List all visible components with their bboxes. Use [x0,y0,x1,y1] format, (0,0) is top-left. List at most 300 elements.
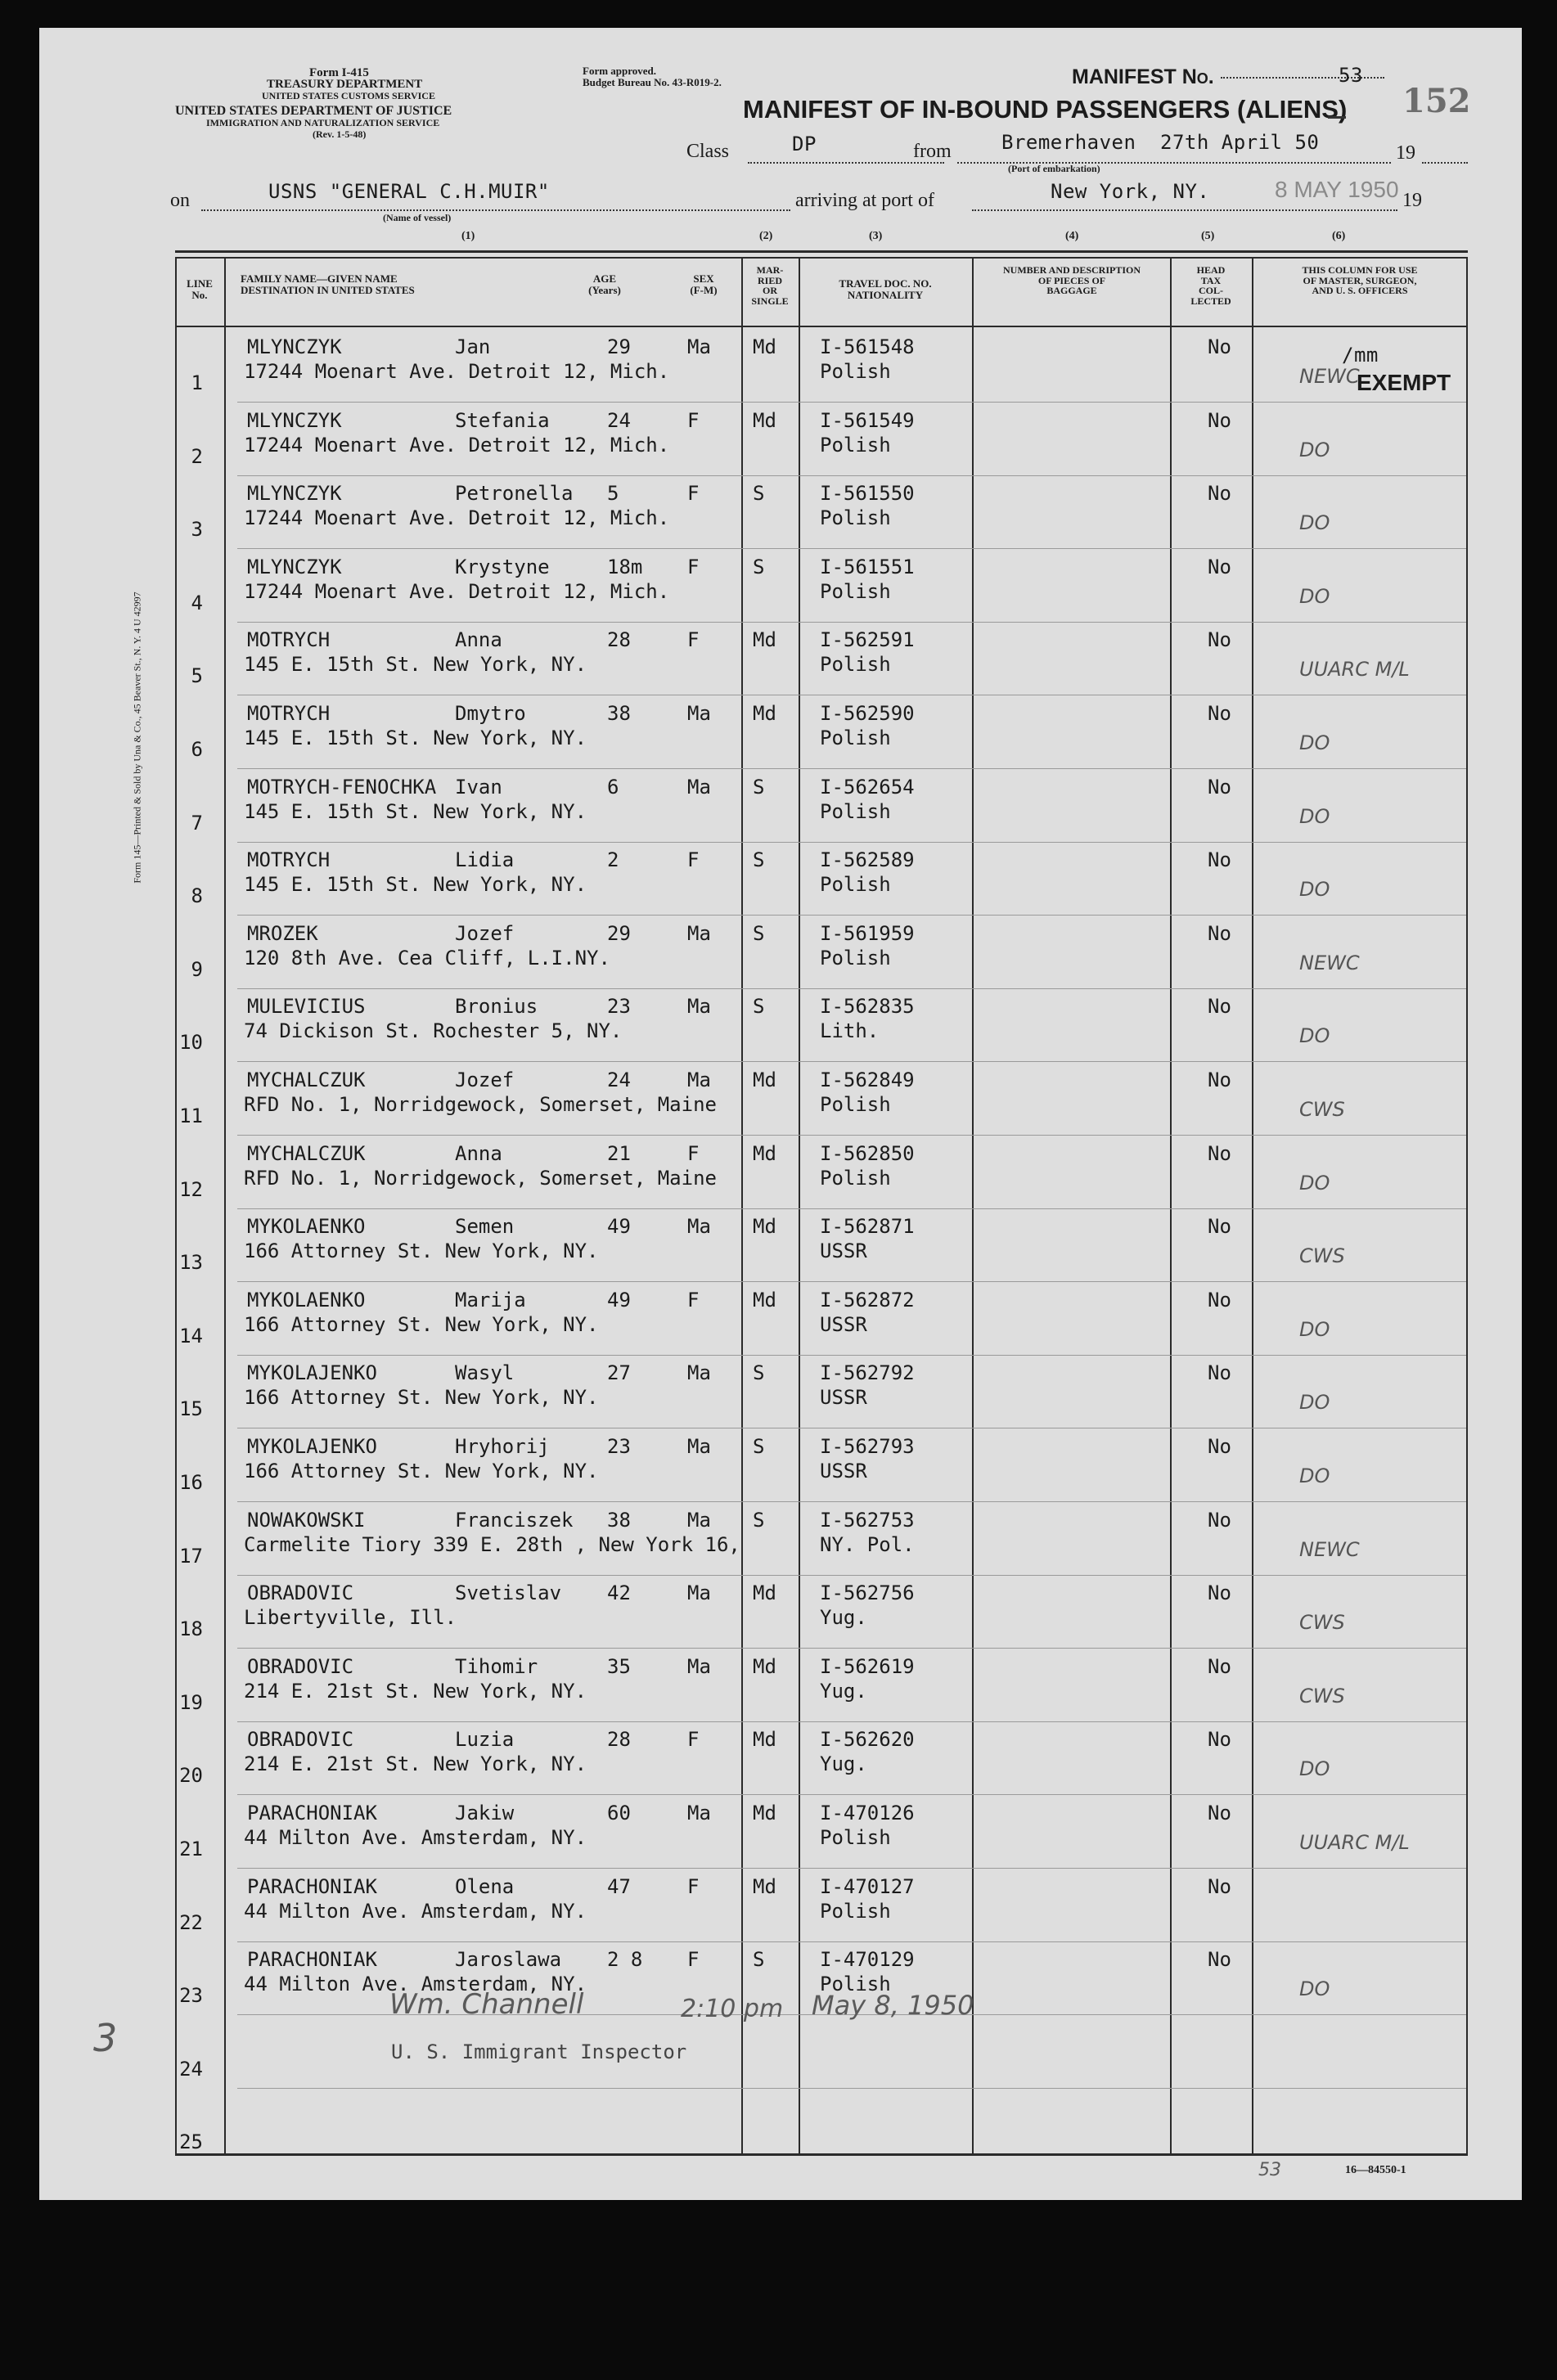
officer-note: DO [1299,1464,1330,1487]
family-name: MYKOLAJENKO [247,1361,377,1385]
given-name: Tihomir [455,1654,538,1678]
class-label: Class [686,141,730,162]
col-header-travel-doc: TRAVEL DOC. NO. NATIONALITY [839,277,932,301]
given-name: Jakiw [455,1802,515,1824]
head-tax: No [1208,1802,1231,1824]
officer-note: DO [1299,1317,1330,1341]
marital-status: Md [753,1288,776,1311]
sex: Ma [687,775,711,799]
head-tax: No [1208,408,1231,432]
family-name: MLYNCZYK [247,555,342,578]
arriving-label: arriving at port of [795,190,934,211]
family-name: MYCHALCZUK [247,1069,366,1091]
given-name: Jaroslawa [455,1948,562,1972]
col-num-1: (1) [461,230,475,242]
travel-doc-no: I-470129 [820,1948,915,1972]
marital-status: S [753,1361,765,1385]
col-num-4: (4) [1065,230,1079,242]
age: 38 [607,1508,631,1532]
nationality: Polish [820,799,891,823]
sex: Ma [687,1508,711,1532]
head-tax: No [1208,775,1231,799]
nationality: Polish [820,1826,891,1849]
marital-status: Md [753,1654,776,1678]
age: 60 [607,1802,631,1824]
given-name: Petronella [455,482,574,506]
head-tax: No [1208,1728,1231,1752]
nationality: Polish [820,433,891,457]
table-top-rule-2 [175,257,1468,259]
table-row [39,988,1522,1062]
travel-doc-no: I-562589 [820,848,915,872]
officer-note: CWS [1299,1098,1345,1121]
officer-note: DO [1299,584,1330,608]
destination: 120 8th Ave. Cea Cliff, L.I.NY. [244,946,610,970]
form-number: Form I-415 [309,66,369,79]
marital-status: Md [753,1802,776,1824]
nationality: Lith. [820,1019,880,1043]
family-name: MYCHALCZUK [247,1141,366,1165]
sex: Ma [687,921,711,945]
marital-status: Md [753,702,776,725]
age: 18m [607,555,643,578]
sex: F [687,1288,700,1311]
arrival-port: New York, NY. [1051,180,1210,203]
given-name: Luzia [455,1728,515,1752]
head-tax: No [1208,1435,1231,1458]
officer-note: CWS [1299,1684,1345,1707]
destination: 44 Milton Ave. Amsterdam, NY. [244,1826,587,1849]
travel-doc-no: I-470127 [820,1874,915,1898]
destination: Carmelite Tiory 339 E. 28th , New York 16, [244,1532,740,1556]
budget-bureau: Budget Bureau No. 43-R019-2. [583,76,722,88]
travel-doc-no: I-561548 [820,335,915,358]
head-tax: No [1208,335,1231,358]
family-name: OBRADOVIC [247,1581,354,1605]
manifest-title: MANIFEST OF IN-BOUND PASSENGERS (ALIENS) [743,95,1348,124]
family-name: OBRADOVIC [247,1654,354,1678]
head-tax: No [1208,1069,1231,1091]
head-tax: No [1208,1508,1231,1532]
sex: Ma [687,1581,711,1605]
marital-status: Md [753,1215,776,1239]
head-tax: No [1208,1874,1231,1898]
nationality: Polish [820,1166,891,1190]
head-tax: No [1208,1215,1231,1239]
on-label: on [170,190,190,211]
destination: 145 E. 15th St. New York, NY. [244,873,587,897]
age: 35 [607,1654,631,1678]
table-row [39,1428,1522,1502]
age: 21 [607,1141,631,1165]
arrival-date-stamp: 8 MAY 1950 [1275,177,1399,202]
given-name: Jozef [455,1069,515,1091]
age: 29 [607,921,631,945]
age: 24 [607,1069,631,1091]
line-number: 1 [191,371,203,394]
signature-time: 2:10 pm [681,1995,784,2023]
marital-status: Md [753,1581,776,1605]
vessel-name: USNS "GENERAL C.H.MUIR" [268,180,550,203]
nationality: Polish [820,653,891,677]
head-tax: No [1208,921,1231,945]
nationality: Polish [820,1973,891,1996]
given-name: Lidia [455,848,515,872]
sex: F [687,848,700,872]
sex: F [687,1728,700,1752]
travel-doc-no: I-562872 [820,1288,915,1311]
age: 2 [607,848,619,872]
destination: RFD No. 1, Norridgewock, Somerset, Maine [244,1166,717,1190]
destination: 17244 Moenart Ave. Detroit 12, Mich. [244,360,670,383]
col-header-sex: SEX (F-M) [690,272,718,296]
age: 49 [607,1215,631,1239]
table-row [39,769,1522,843]
from-label: from [913,141,952,162]
officer-note: NEWC [1299,951,1360,974]
sex: F [687,1874,700,1898]
form-revision: (Rev. 1-5-48) [313,128,367,140]
given-name: Jozef [455,921,515,945]
line-number: 10 [179,1031,203,1055]
treasury-dept: TREASURY DEPARTMENT [267,78,423,91]
line-number: 5 [191,664,203,688]
sex: Ma [687,1802,711,1824]
table-row [39,549,1522,623]
sex: F [687,555,700,578]
manifest-page [39,28,1522,2200]
table-row [39,1649,1522,1722]
head-tax: No [1208,555,1231,578]
travel-doc-no: I-562753 [820,1508,915,1532]
marital-status: Md [753,628,776,652]
sex: Ma [687,1361,711,1385]
table-row [39,1869,1522,1942]
travel-doc-no: I-562835 [820,995,915,1019]
marital-status: S [753,995,765,1019]
marital-status: Md [753,1141,776,1165]
given-name: Olena [455,1874,515,1898]
col-header-age: AGE (Years) [588,272,621,296]
given-name: Dmytro [455,702,526,725]
mm-mark: /mm [1342,344,1379,367]
officer-note: NEWC [1299,1537,1360,1561]
table-row [39,1502,1522,1576]
header-bottom-rule [175,326,1468,327]
sex: F [687,628,700,652]
travel-doc-no: I-562756 [820,1581,915,1605]
exempt-stamp: EXEMPT [1357,370,1451,395]
head-tax: No [1208,1654,1231,1678]
form-code: 16—84550-1 [1345,2164,1406,2176]
line-number: 9 [191,957,203,981]
manifest-no-label: MANIFEST No. [1072,65,1214,88]
page-stamp-number: 152 [1402,82,1471,120]
officer-note: DO [1299,731,1330,754]
officer-note: DO [1299,511,1330,535]
table-row [39,842,1522,916]
table-row [39,1208,1522,1282]
table-row-empty [39,2088,1522,2162]
officer-note: DO [1299,1024,1330,1048]
travel-doc-no: I-562793 [820,1435,915,1458]
col-header-officers: THIS COLUMN FOR USE OF MASTER, SURGEON, AND U. S. OFFICERS [1302,264,1418,297]
marital-status: S [753,1508,765,1532]
destination: Libertyville, Ill. [244,1606,457,1630]
marital-status: S [753,555,765,578]
head-tax: No [1208,702,1231,725]
given-name: Stefania [455,408,550,432]
customs-service: UNITED STATES CUSTOMS SERVICE [262,90,435,101]
age: 42 [607,1581,631,1605]
family-name: PARACHONIAK [247,1874,377,1898]
embarkation-port: Bremerhaven [1001,131,1136,154]
table-row [39,329,1522,403]
nationality: Polish [820,579,891,603]
vessel-caption: (Name of vessel) [383,212,452,223]
line-number: 25 [179,2130,203,2154]
line-number: 2 [191,444,203,468]
family-name: MOTRYCH [247,848,331,872]
ins-service: IMMIGRATION AND NATURALIZATION SERVICE [206,117,440,128]
nationality: USSR [820,1312,867,1336]
age: 28 [607,1728,631,1752]
line-number: 16 [179,1471,203,1494]
destination: 166 Attorney St. New York, NY. [244,1386,599,1410]
line-number: 18 [179,1617,203,1641]
head-tax: No [1208,482,1231,506]
officer-note: DO [1299,1757,1330,1781]
age: 27 [607,1361,631,1385]
destination: 145 E. 15th St. New York, NY. [244,727,587,749]
given-name: Anna [455,1141,502,1165]
marital-status: Md [753,1874,776,1898]
officer-note: DO [1299,1171,1330,1194]
destination: 74 Dickison St. Rochester 5, NY. [244,1019,623,1043]
travel-doc-no: I-562849 [820,1069,915,1091]
officer-note: UUARC M/L [1299,658,1410,682]
class-value: DP [792,133,817,155]
family-name: MOTRYCH [247,702,331,725]
nationality: USSR [820,1460,867,1482]
nationality: Polish [820,1899,891,1923]
age: 23 [607,995,631,1019]
col-header-name: FAMILY NAME—GIVEN NAME DESTINATION IN UNITED STATES [241,272,415,296]
destination: 166 Attorney St. New York, NY. [244,1312,599,1336]
nationality: USSR [820,1239,867,1263]
family-name: OBRADOVIC [247,1728,354,1752]
family-name: PARACHONIAK [247,1948,377,1972]
head-tax: No [1208,628,1231,652]
given-name: Ivan [455,775,502,799]
officer-note: UUARC M/L [1299,1831,1410,1854]
line-number: 23 [179,1984,203,2008]
officer-note: DO [1299,1977,1330,2001]
table-row [39,1721,1522,1795]
inspector-signature: Wm. Channell [389,1988,584,2021]
sex: Ma [687,335,711,358]
col-num-5: (5) [1201,230,1215,242]
line-number: 4 [191,591,203,614]
table-row [39,1136,1522,1209]
age: 23 [607,1435,631,1458]
table-row [39,1355,1522,1428]
travel-doc-no: I-562850 [820,1141,915,1165]
officer-note: DO [1299,1391,1330,1415]
destination: 44 Milton Ave. Amsterdam, NY. [244,1973,587,1996]
head-tax: No [1208,1581,1231,1605]
nationality: USSR [820,1386,867,1410]
given-name: Marija [455,1288,526,1311]
marital-status: S [753,775,765,799]
marital-status: S [753,1948,765,1972]
head-tax: No [1208,1948,1231,1972]
given-name: Jan [455,335,491,358]
family-name: MYKOLAJENKO [247,1435,377,1458]
table-row [39,622,1522,695]
destination: 214 E. 21st St. New York, NY. [244,1752,587,1776]
given-name: Bronius [455,995,538,1019]
travel-doc-no: I-561549 [820,408,915,432]
nationality: NY. Pol. [820,1532,915,1556]
family-name: MLYNCZYK [247,335,342,358]
given-name: Krystyne [455,555,550,578]
marital-status: Md [753,408,776,432]
family-name: MYKOLAENKO [247,1288,366,1311]
nationality: Yug. [820,1679,867,1703]
given-name: Wasyl [455,1361,515,1385]
col-header-baggage: NUMBER AND DESCRIPTION OF PIECES OF BAGGAGE [1002,264,1141,297]
title-dash [1328,116,1346,119]
port-caption: (Port of embarkation) [1008,163,1100,174]
manifest-no-value: 53 [1339,64,1363,87]
table-row [39,475,1522,549]
line-number: 19 [179,1690,203,1714]
travel-doc-no: I-561959 [820,921,915,945]
marital-status: Md [753,335,776,358]
age: 5 [607,482,619,506]
col-header-head-tax: HEAD TAX COL- LECTED [1190,264,1231,307]
age: 24 [607,408,631,432]
age: 6 [607,775,619,799]
family-name: PARACHONIAK [247,1802,377,1824]
marital-status: Md [753,1728,776,1752]
bottom-mark: 53 [1258,2160,1281,2180]
given-name: Franciszek [455,1508,574,1532]
marital-status: S [753,848,765,872]
destination: 166 Attorney St. New York, NY. [244,1239,599,1263]
family-name: MROZEK [247,921,318,945]
year-suffix: 19 [1396,142,1415,164]
nationality: Polish [820,873,891,897]
col-num-2: (2) [759,230,773,242]
line-number: 21 [179,1838,203,1860]
officer-note: CWS [1299,1611,1345,1635]
sex: Ma [687,702,711,725]
family-name: MOTRYCH [247,628,331,652]
line-number: 24 [179,2057,203,2081]
destination: 44 Milton Ave. Amsterdam, NY. [244,1899,587,1923]
age: 49 [607,1288,631,1311]
line-number: 17 [179,1544,203,1568]
travel-doc-no: I-562620 [820,1728,915,1752]
officer-note: CWS [1299,1244,1345,1268]
family-name: MYKOLAENKO [247,1215,366,1239]
table-row [39,695,1522,769]
year-line [1422,162,1468,164]
table-row [39,1282,1522,1356]
table-row [39,403,1522,476]
nationality: Yug. [820,1752,867,1776]
sex: F [687,1948,700,1972]
destination: 17244 Moenart Ave. Detroit 12, Mich. [244,433,670,457]
officer-note: NEWC [1299,365,1360,388]
officer-note: DO [1299,878,1330,902]
sex: Ma [687,995,711,1019]
nationality: Yug. [820,1606,867,1630]
destination: RFD No. 1, Norridgewock, Somerset, Maine [244,1093,717,1116]
travel-doc-no: I-562590 [820,702,915,725]
travel-doc-no: I-562591 [820,628,915,652]
nationality: Polish [820,506,891,530]
given-name: Anna [455,628,502,652]
vessel-line [201,209,790,211]
year-suffix-2: 19 [1402,190,1422,211]
table-row [39,1795,1522,1869]
family-name: MOTRYCH-FENOCHKA [247,775,437,799]
head-tax: No [1208,1141,1231,1165]
embarkation-date: 27th April 50 [1160,131,1320,154]
col-num-6: (6) [1332,230,1346,242]
family-name: NOWAKOWSKI [247,1508,366,1532]
head-tax: No [1208,1361,1231,1385]
table-row [39,1062,1522,1136]
travel-doc-no: I-561551 [820,555,915,578]
line-number: 6 [191,738,203,761]
line-number: 22 [179,1910,203,1934]
sex: Ma [687,1069,711,1091]
line-number: 13 [179,1251,203,1275]
officer-note: DO [1299,438,1330,461]
age: 29 [607,335,631,358]
destination: 145 E. 15th St. New York, NY. [244,799,587,823]
family-name: MLYNCZYK [247,482,342,506]
line-number: 12 [179,1177,203,1201]
side-printer-note: Form 145—Printed & Sold by Una & Co., 45 Beaver St., N. Y. 4 U 42997 [131,592,143,884]
col-num-3: (3) [869,230,883,242]
age: 28 [607,628,631,652]
travel-doc-no: I-562619 [820,1654,915,1678]
table-row [39,1575,1522,1649]
col-header-married: MAR- RIED OR SINGLE [751,264,789,307]
line-number: 15 [179,1397,203,1421]
sex: F [687,408,700,432]
head-tax: No [1208,1288,1231,1311]
line-number: 20 [179,1764,203,1788]
travel-doc-no: I-470126 [820,1802,915,1824]
officer-note: DO [1299,804,1330,828]
age: 47 [607,1874,631,1898]
line-number: 14 [179,1324,203,1347]
marital-status: Md [753,1069,776,1091]
signature-date: May 8, 1950 [812,1990,974,2021]
destination: 166 Attorney St. New York, NY. [244,1460,599,1482]
destination: 214 E. 21st St. New York, NY. [244,1679,587,1703]
destination: 17244 Moenart Ave. Detroit 12, Mich. [244,579,670,603]
marital-status: S [753,482,765,506]
col-header-line: LINE No. [187,277,213,301]
travel-doc-no: I-561550 [820,482,915,506]
